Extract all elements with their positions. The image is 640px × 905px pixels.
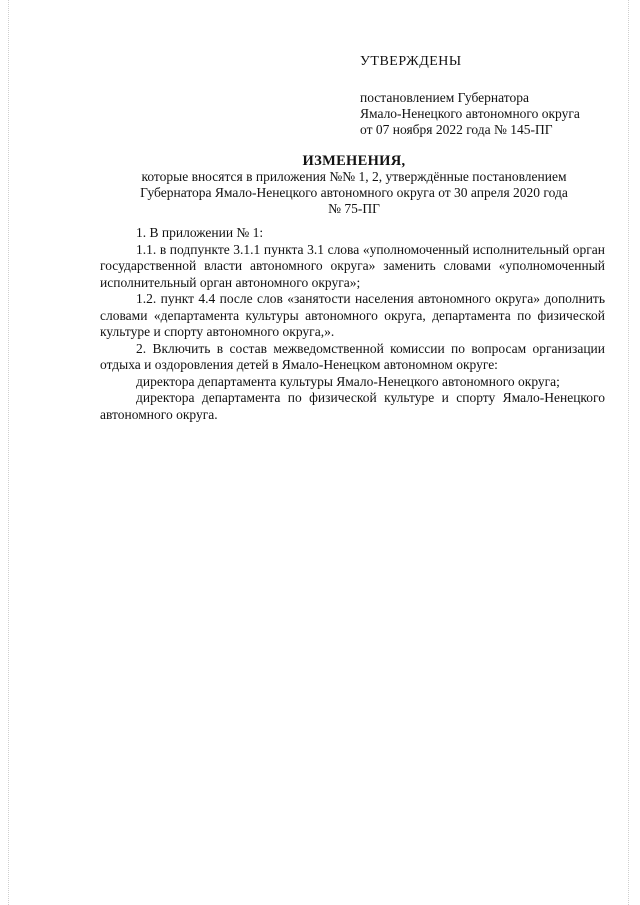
approval-line: от 07 ноября 2022 года № 145-ПГ <box>360 122 553 137</box>
scan-edge-right <box>628 0 630 905</box>
approval-line: постановлением Губернатора <box>360 90 529 105</box>
title-subline: которые вносятся в приложения №№ 1, 2, утверждённые постановлением <box>141 169 567 184</box>
approval-line: Ямало-Ненецкого автономного округа <box>360 106 580 121</box>
approval-block <box>360 54 580 138</box>
paragraph: 1.2. пункт 4.4 после слов «занятости населения автономного округа» дополнить словами «департамента культуры автономного округа, департамента по физической культуре и спорту автономного округа,». <box>100 291 605 339</box>
title-subline: № 75-ПГ <box>328 201 380 216</box>
paragraph: 2. Включить в состав межведомственной комиссии по вопросам организации отдыха и оздоровления детей в Ямало-Ненецком автономном округе: <box>100 340 605 372</box>
document-title: ИЗМЕНЕНИЯ, <box>302 153 406 169</box>
document-title-block <box>80 153 628 217</box>
paragraph: директора департамента культуры Ямало-Ненецкого автономного округа; <box>136 373 560 389</box>
document-body <box>100 225 605 423</box>
paragraph: 1.1. в подпункте 3.1.1 пункта 3.1 слова «уполномоченный исполнительный орган государственной власти автономного округа» заменить словами «уполномоченный исполнительный орган автономного округа»; <box>100 241 605 290</box>
approval-heading: УТВЕРЖДЕНЫ <box>360 54 462 69</box>
paragraph: директора департамента по физической культуре и спорту Ямало-Ненецкого автономного округа. <box>100 390 605 422</box>
title-subline: Губернатора Ямало-Ненецкого автономного округа от 30 апреля 2020 года <box>140 185 568 200</box>
paragraph: 1. В приложении № 1: <box>136 225 264 240</box>
scan-edge-left <box>8 0 10 905</box>
